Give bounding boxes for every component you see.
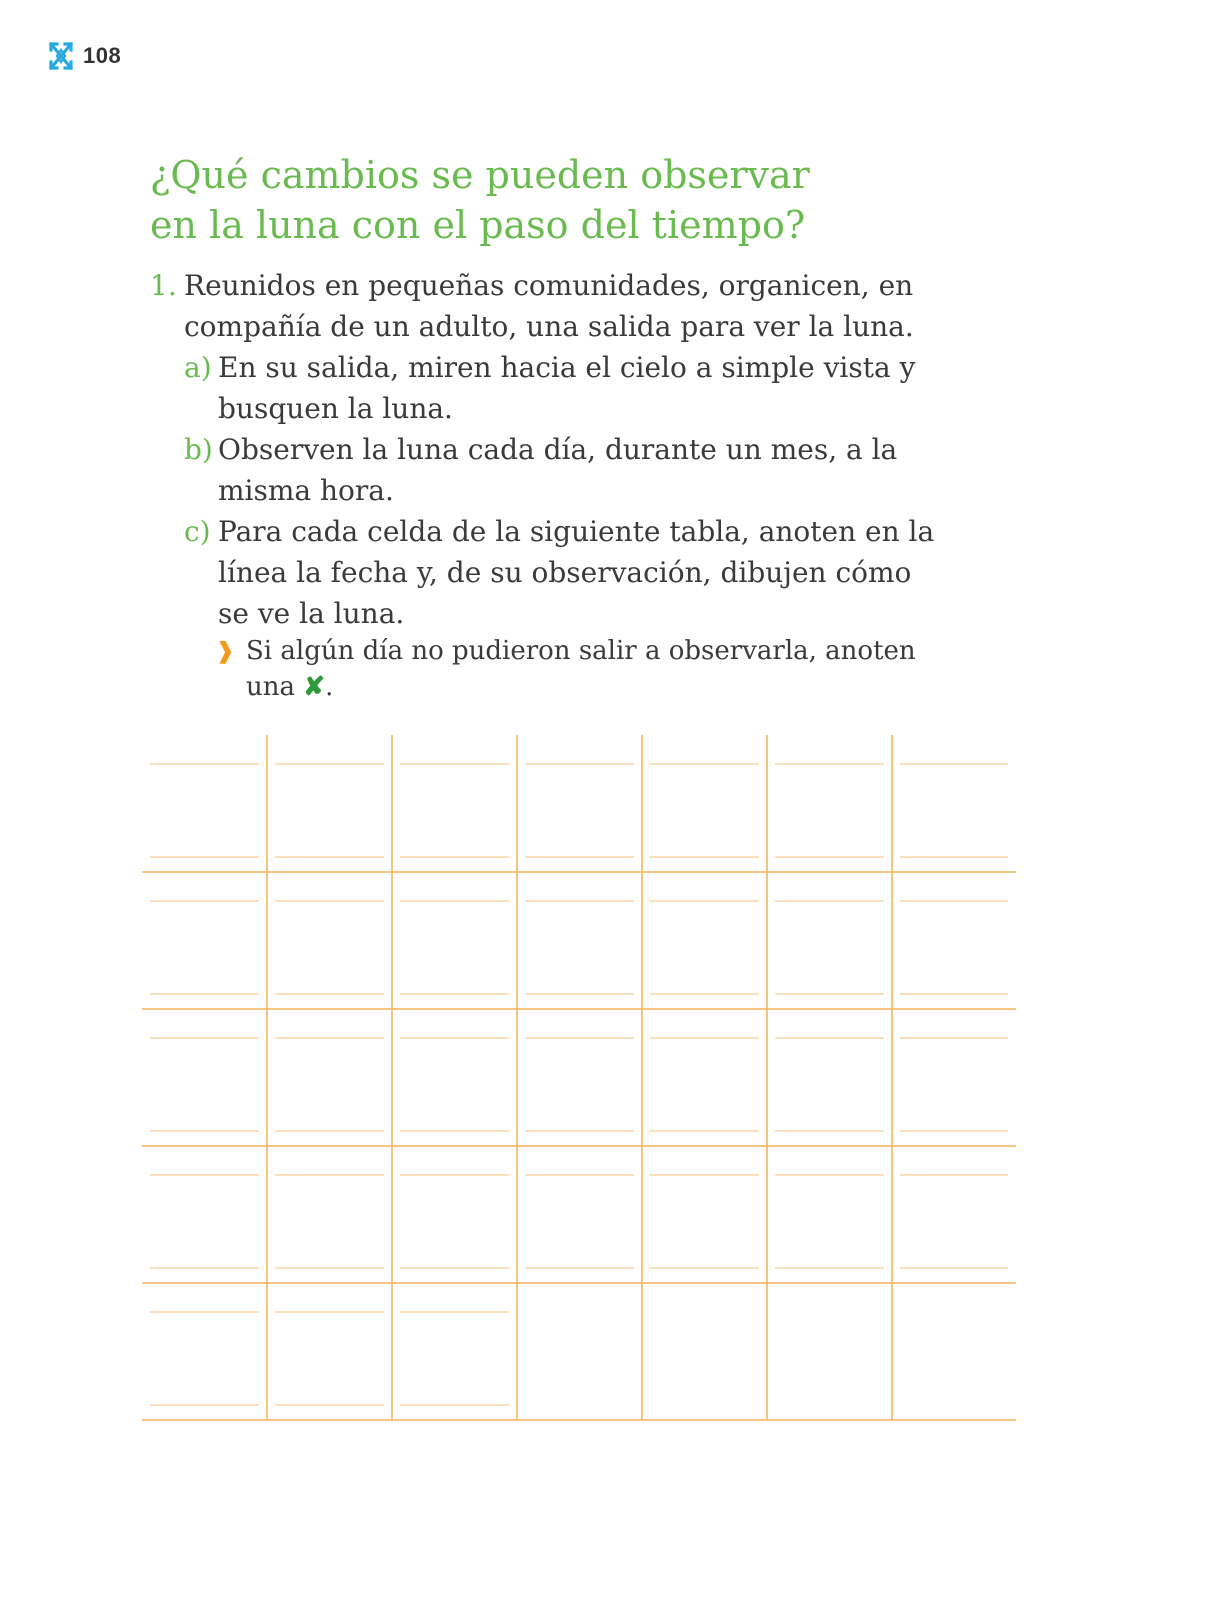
note-line-2-prefix: una — [246, 672, 304, 702]
activity-text-line-1: Reunidos en pequeñas comunidades, organicen, en — [184, 269, 914, 302]
chevron-right-icon: ❱ — [216, 638, 235, 664]
note-line-2-suffix: . — [325, 672, 334, 702]
activity-text-line-2: compañía de un adulto, una salida para ver la luna. — [184, 310, 914, 343]
activity-number: 1. — [150, 269, 177, 302]
sub-item-marker-c: c) — [184, 515, 211, 548]
sub-item-a-line-1: En su salida, miren hacia el cielo a simple vista y — [218, 351, 916, 384]
sub-item-marker-b: b) — [184, 433, 213, 466]
sub-item-a-line-2: busquen la luna. — [218, 392, 453, 425]
sub-item-marker-a: a) — [184, 351, 212, 384]
sub-item-c-line-1: Para cada celda de la siguiente tabla, anoten en la — [218, 515, 935, 548]
sub-item-b-line-1: Observen la luna cada día, durante un mes, a la — [218, 433, 898, 466]
x-mark-icon: ✘ — [303, 671, 326, 701]
sub-item-c-line-3: se ve la luna. — [218, 597, 405, 630]
note-line-1: Si algún día no pudieron salir a observarla, anoten — [246, 636, 916, 666]
sub-item-c-line-2: línea la fecha y, de su observación, dibujen cómo — [218, 556, 912, 589]
page-number: 108 — [83, 43, 122, 68]
title-line-1: ¿Qué cambios se pueden observar — [150, 153, 810, 197]
title-line-2: en la luna con el paso del tiempo? — [150, 203, 806, 247]
sub-item-b-line-2: misma hora. — [218, 474, 394, 507]
